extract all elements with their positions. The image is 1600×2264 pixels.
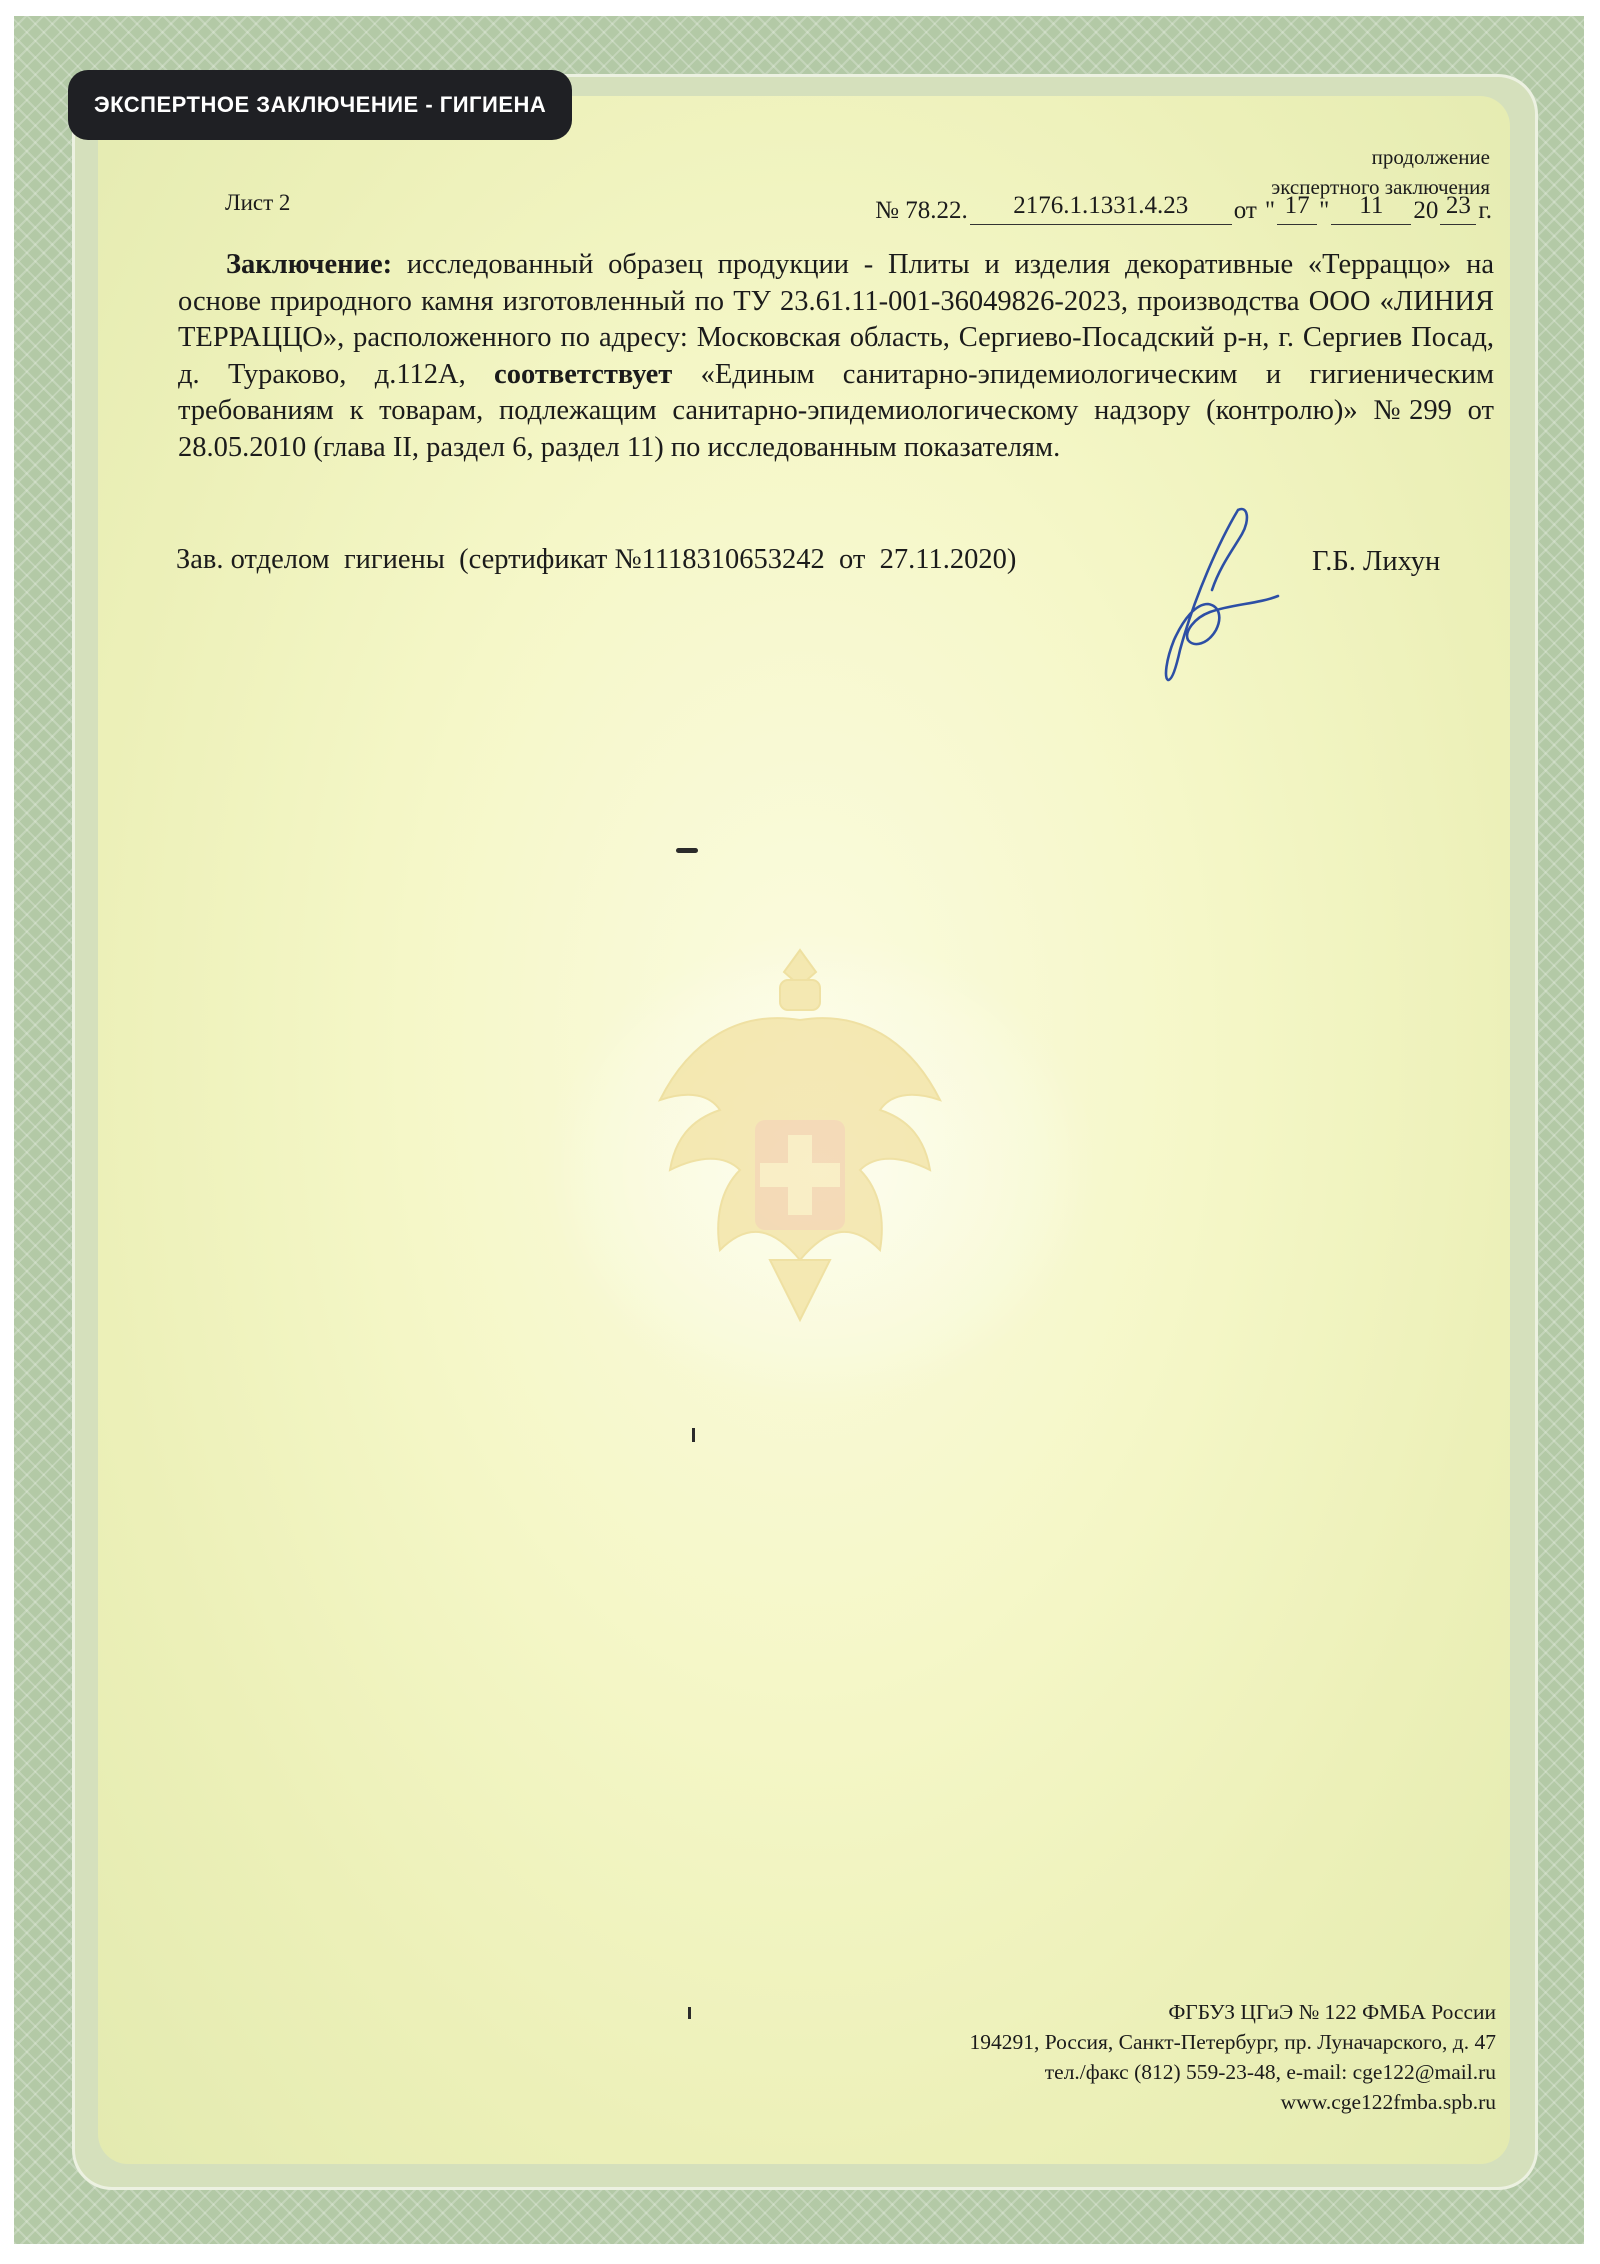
date-day-field	[1277, 192, 1317, 225]
continuation-line-2: экспертного заключения	[1271, 175, 1490, 199]
document-type-badge: ЭКСПЕРТНОЕ ЗАКЛЮЧЕНИЕ - ГИГИЕНА	[68, 70, 572, 140]
date-day: 17	[1284, 192, 1310, 219]
certificate-number: 2176.1.1331.4.23	[1013, 192, 1189, 219]
signature-icon	[1150, 500, 1290, 690]
certificate-number-line	[875, 192, 1492, 225]
footer-address: 194291, Россия, Санкт-Петербург, пр. Луначарского, д. 47	[969, 2030, 1496, 2054]
conclusion-text-1: исследованный образец продукции - Плиты и изделия декоративные «Терраццо» на основе природного камня изготовленный по ТУ 23.61.11-001-36049826-2023, производства ООО «ЛИНИЯ ТЕРРАЦЦО», расположенного по адресу: Московская область, Сергиево-Посадский р-н, г. Сергиев Посад, д. Тураково, д.112А,	[178, 249, 1494, 390]
organization-footer	[969, 1997, 1496, 2117]
date-century: 20	[1413, 197, 1439, 224]
quote-open: "	[1264, 197, 1276, 224]
coat-of-arms-watermark-icon	[620, 930, 980, 1350]
conclusion-label: Заключение:	[226, 249, 393, 280]
paper-speck	[692, 1428, 695, 1442]
paper-speck	[676, 848, 698, 853]
year-suffix: г.	[1478, 197, 1492, 224]
signatory-name: Г.Б. Лихун	[1312, 546, 1441, 577]
certificate-number-field	[970, 192, 1232, 225]
sheet-number: Лист 2	[225, 190, 291, 215]
number-prefix: № 78.22.	[875, 197, 968, 224]
footer-org: ФГБУЗ ЦГиЭ № 122 ФМБА России	[1168, 2000, 1496, 2024]
continuation-line-1: продолжение	[1371, 145, 1490, 169]
footer-website: www.cge122fmba.spb.ru	[1280, 2090, 1496, 2114]
conclusion-verdict: соответствует	[494, 358, 673, 390]
date-year: 23	[1445, 192, 1471, 219]
paper-speck	[688, 2007, 691, 2019]
footer-contacts: тел./факс (812) 559-23-48, e-mail: cge122@mail.ru	[1044, 2060, 1496, 2084]
date-from-label: от	[1233, 197, 1257, 224]
date-year-field	[1440, 192, 1476, 225]
signatory-position: Зав. отделом гигиены (сертификат №1118310653242 от 27.11.2020)	[176, 544, 1017, 575]
date-month: 11	[1359, 192, 1384, 219]
conclusion-paragraph	[178, 247, 1494, 466]
date-month-field	[1331, 192, 1411, 225]
quote-close: "	[1319, 197, 1330, 224]
conclusion-text-2: «Единым санитарно-эпидемиологическим и гигиеническим требованиям к товарам, подлежащим санитарно-эпидемиологическому надзору (контролю)» №299 от 28.05.2010 (глава II, раздел 6, раздел 11) по исследованным показателям.	[178, 358, 1494, 463]
